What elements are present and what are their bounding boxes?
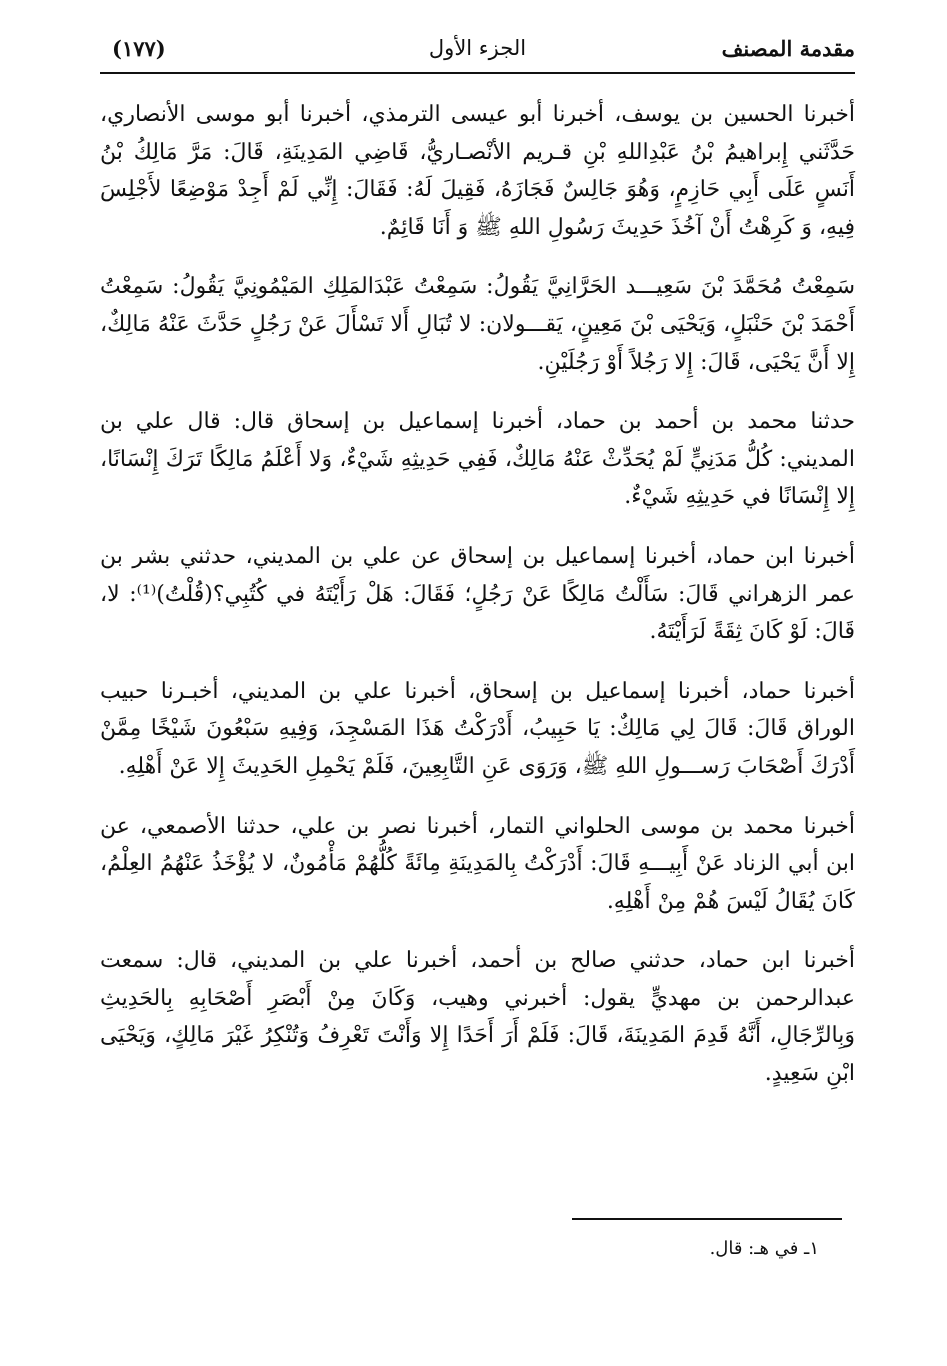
paragraph: أخبرنا ابن حماد، أخبرنا إسماعيل بن إسحاق عن علي بن المديني، حدثني بشر بن عمر الزهراني قَالَ: سَأَلْتُ مَالِكًا عَنْ رَجُلٍ؛ فَقَالَ: هَلْ رَأَيْتَهُ في كُتُبِي؟(قُلْتُ)⁽¹⁾: لا، قَالَ: لَوْ كَانَ ثِقَةً لَرَأَيْتَهُ.	[100, 543, 855, 645]
paragraph: سَمِعْتُ مُحَمَّدَ بْنَ سَعِيـــد الحَرَّانِيَّ يَقُولُ: سَمِعْتُ عَبْدَالمَلِكِ المَيْمُونِيَّ يَقُولُ: سَمِعْتُ أَحْمَدَ بْنَ حَنْبَلٍ، وَيَحْيَى بْنَ مَعِينٍ، يَقـــولان: لا تُبَالِ أَلا تَسْأَلَ عَنْ رَجُلٍ حَدَّثَ عَنْهُ مَالِكٌ، إِلا أَنَّ يَحْيَى، قَالَ: إِلا رَجُلاً أَوْ رَجُلَيْنِ.	[100, 274, 855, 375]
paragraph: أخبرنا محمد بن موسى الحلواني التمار، أخبرنا نصر بن علي، حدثنا الأصمعي، عن ابن أبي الزناد عَنْ أَبِيـــهِ قَالَ: أَدْرَكْتُ بِالمَدِينَةِ مِائَةً كُلُّهُمْ مَأْمُونٌ، لا يُؤْخَذُ عَنْهُمُ العِلْمُ، كَانَ يُقَالُ لَيْسَ هُمْ مِنْ أَهْلِهِ.	[100, 813, 855, 914]
part-title: الجزء الأول	[428, 36, 527, 60]
paragraph: أخبرنا الحسين بن يوسف، أخبرنا أبو عيسى الترمذي، أخبرنا أبو موسى الأنصاري، حَدَّثَني إِبراهيمُ بْنُ عَبْدِاللهِ بْنِ قـريم الأنْصـاريُّ، قَاضِي المَدِينَةِ، قَالَ: مَرَّ مَالِكُ بْنُ أَنَسٍ عَلَى أَبِي حَازِمٍ، وَهُوَ جَالِسٌ فَجَازَهُ، فَقِيلَ لَهُ: فَقَالَ: إِنِّي لَمْ أَجِدْ مَوْضِعًا لأَجْلِسَ فِيهِ، وَ كَرِهْتُ أَنْ آخُذَ حَدِيثَ رَسُولِ اللهِ ﷺ وَ أَنَا قَائِمٌ.	[100, 102, 855, 240]
footnote-rule	[572, 1218, 842, 1220]
page-number: (١٧٧)	[112, 36, 166, 61]
paragraph: أخبرنا ابن حماد، حدثني صالح بن أحمد، أخبرنا علي بن المديني، قال: سمعت عبدالرحمن بن مهديٍّ يقول: أخبرني وهيب، وَكَانَ مِنْ أَبْصَرِ أَصْحَابِهِ بِالحَدِيثِ وَبِالرِّجَالِ، أَنَّهُ قَدِمَ المَدِينَةَ، قَالَ: فَلَمْ أَرَ أَحَدًا إِلا وَأَنْتَ تَعْرِفُ وَتُنْكِرُ غَيْرَ مَالِكٍ، وَيَحْيَى ابْنِ سَعِيدٍ.	[100, 948, 855, 1087]
header-rule	[100, 72, 855, 74]
main-text	[100, 96, 855, 1115]
page-header	[100, 30, 855, 70]
footnote: ١ـ في هـ: قال.	[709, 1238, 819, 1259]
section-title: مقدمة المصنف	[721, 36, 855, 61]
paragraph: أخبرنا حماد، أخبرنا إسماعيل بن إسحاق، أخبرنا علي بن المديني، أخبـرنا حبيب الوراق قَالَ: قَالَ لِي مَالِكٌ: يَا حَبِيبُ، أَدْرَكْتُ هَذَا المَسْجِدَ، وَفِيهِ سَبْعُونَ شَيْخًا مِمَّنْ أَدْرَكَ أَصْحَابَ رَســـولِ اللهِ ﷺ، وَرَوَى عَنِ التَّابِعِينَ، فَلَمْ يَحْمِلِ الحَدِيثَ إِلا عَنْ أَهْلِهِ.	[100, 678, 855, 779]
paragraph: حدثنا محمد بن أحمد بن حماد، أخبرنا إسماعيل بن إسحاق قال: قال علي بن المديني: كُلُّ مَدَنِيٍّ لَمْ يُحَدِّثْ عَنْهُ مَالِكٌ، فَفِي حَدِيثِهِ شَيْءٌ، وَلا أَعْلَمُ مَالِكًا تَرَكَ إِنْسَانًا، إِلا إِنْسَانًا في حَدِيثِهِ شَيْءٌ.	[100, 409, 855, 510]
